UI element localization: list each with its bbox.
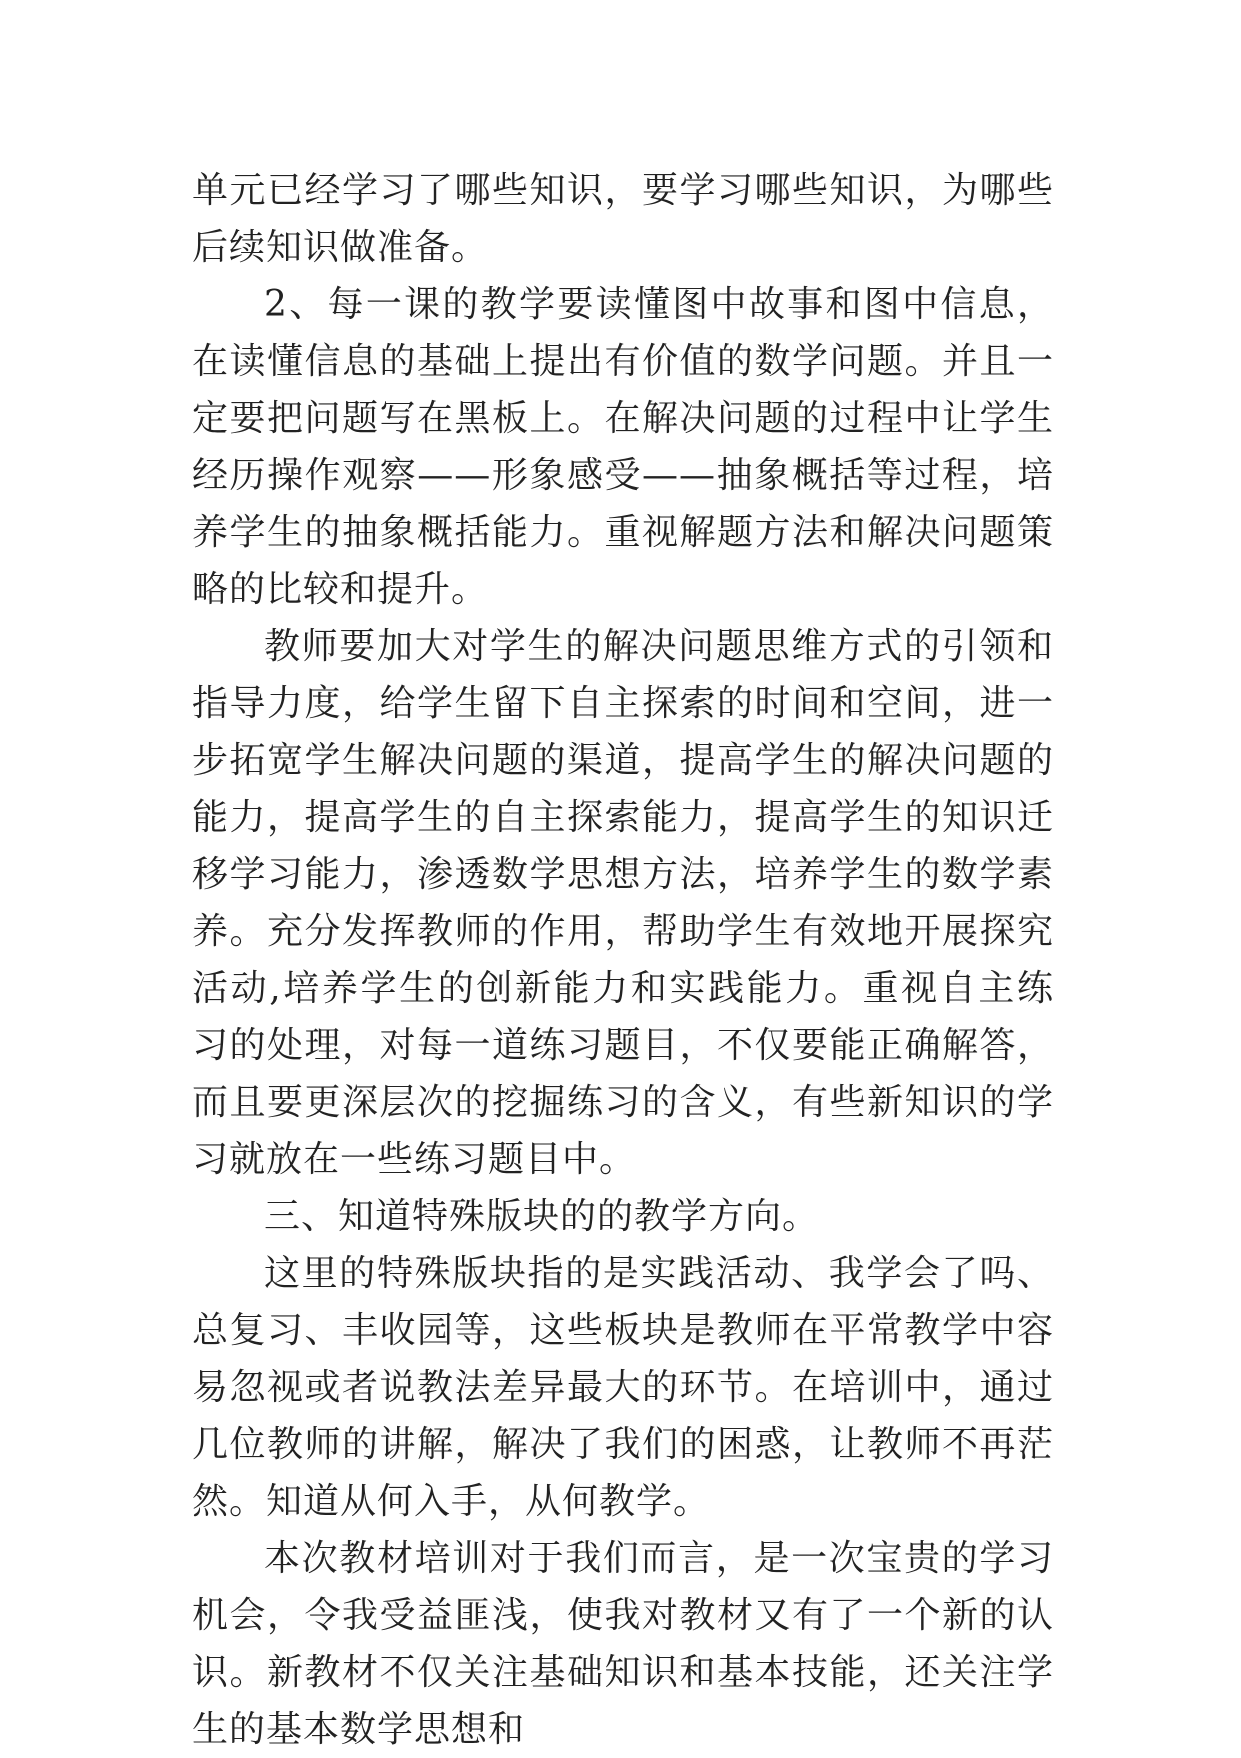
paragraph-special-sections: 这里的特殊版块指的是实践活动、我学会了吗、总复习、丰收园等，这些板块是教师在平常教学中容易忽视或者说教法差异最大的环节。在培训中，通过几位教师的讲解，解决了我们的困惑，让教师不再茫然。知道从何入手，从何教学。 <box>192 1253 1054 1522</box>
paragraph-point-2: 2、每一课的教学要读懂图中故事和图中信息，在读懂信息的基础上提出有价值的数学问题。并且一定要把问题写在黑板上。在解决问题的过程中让学生经历操作观察——形象感受——抽象概括等过程，培养学生的抽象概括能力。重视解题方法和解决问题策略的比较和提升。 <box>192 284 1054 610</box>
paragraph-teacher-guidance: 教师要加大对学生的解决问题思维方式的引领和指导力度，给学生留下自主探索的时间和空间，进一步拓宽学生解决问题的渠道，提高学生的解决问题的能力，提高学生的自主探索能力，提高学生的知识迁移学习能力，渗透数学思想方法，培养学生的数学素养。充分发挥教师的作用，帮助学生有效地开展探究活动,培养学生的创新能力和实践能力。重视自主练习的处理，对每一道练习题目，不仅要能正确解答，而且要更深层次的挖掘练习的含义，有些新知识的学习就放在一些练习题目中。 <box>192 626 1054 1180</box>
section-heading-three: 三、知道特殊版块的的教学方向。 <box>264 1196 820 1237</box>
document-body <box>192 162 1054 1758</box>
paragraph-conclusion: 本次教材培训对于我们而言，是一次宝贵的学习机会，令我受益匪浅，使我对教材又有了一个新的认识。新教材不仅关注基础知识和基本技能，还关注学生的基本数学思想和 <box>192 1538 1054 1750</box>
paragraph-continuation: 单元已经学习了哪些知识，要学习哪些知识，为哪些后续知识做准备。 <box>192 170 1054 268</box>
